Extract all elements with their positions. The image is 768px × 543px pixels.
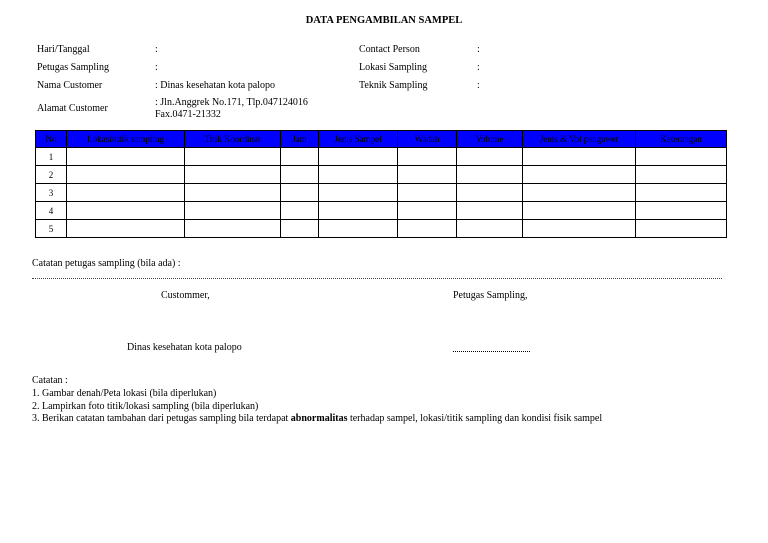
row-number: 4 (36, 202, 67, 220)
table-row (36, 166, 727, 184)
table-cell[interactable] (457, 166, 523, 184)
table-row (36, 184, 727, 202)
table-cell[interactable] (457, 184, 523, 202)
field-label-sampling-location: Lokasi Sampling (359, 62, 428, 73)
field-label-date: Hari/Tanggal (37, 44, 90, 55)
table-cell[interactable] (185, 184, 281, 202)
table-cell[interactable] (67, 220, 185, 238)
footnote-item: 2. Lampirkan foto titik/lokasi sampling (bila diperlukan) (32, 401, 259, 412)
table-cell[interactable] (398, 148, 457, 166)
footnote-item: 1. Gambar denah/Peta lokasi (bila diperlukan) (32, 388, 217, 399)
table-cell[interactable] (636, 220, 727, 238)
table-cell[interactable] (457, 220, 523, 238)
table-cell[interactable] (185, 166, 281, 184)
table-cell[interactable] (185, 220, 281, 238)
officer-signature-label: Petugas Sampling, (453, 290, 528, 301)
column-header-no: No (36, 131, 67, 148)
table-header-row (36, 131, 727, 148)
row-number: 2 (36, 166, 67, 184)
table-cell[interactable] (457, 148, 523, 166)
field-value-contact-person: : (477, 44, 480, 55)
table-cell[interactable] (67, 166, 185, 184)
table-cell[interactable] (281, 202, 319, 220)
table-cell[interactable] (67, 202, 185, 220)
table-cell[interactable] (636, 166, 727, 184)
table-cell[interactable] (523, 148, 636, 166)
notes-dotted-line (32, 278, 722, 279)
table-cell[interactable] (67, 148, 185, 166)
table-cell[interactable] (523, 184, 636, 202)
table-cell[interactable] (281, 220, 319, 238)
field-value-customer-fax: Fax.0471-21332 (155, 109, 221, 120)
table-cell[interactable] (281, 166, 319, 184)
table-cell[interactable] (523, 166, 636, 184)
field-label-customer-name: Nama Customer (37, 80, 103, 91)
officer-signature-line (453, 351, 530, 352)
field-label-sampling-officer: Petugas Sampling (37, 62, 109, 73)
field-value-customer-name: : Dinas kesehatan kota palopo (155, 80, 275, 91)
table-cell[interactable] (319, 148, 398, 166)
table-cell[interactable] (636, 184, 727, 202)
field-value-sampling-location: : (477, 62, 480, 73)
field-value-date: : (155, 44, 158, 55)
table-cell[interactable] (319, 166, 398, 184)
footnotes-heading: Catatan : (32, 375, 68, 386)
sampling-table (35, 130, 727, 238)
table-cell[interactable] (185, 202, 281, 220)
document-title: DATA PENGAMBILAN SAMPEL (305, 15, 463, 26)
table-row (36, 220, 727, 238)
table-cell[interactable] (319, 202, 398, 220)
table-cell[interactable] (185, 148, 281, 166)
table-cell[interactable] (281, 148, 319, 166)
column-header-volume: Volume (457, 131, 523, 148)
table-cell[interactable] (398, 220, 457, 238)
column-header-location: Lokasi/titik sampling (67, 131, 185, 148)
table-cell[interactable] (636, 148, 727, 166)
footnote-item-3-text: 3. Berikan catatan tambahan dari petugas sampling bila terdapat (32, 413, 291, 424)
table-cell[interactable] (398, 202, 457, 220)
table-cell[interactable] (281, 184, 319, 202)
table-row (36, 148, 727, 166)
table-cell[interactable] (457, 202, 523, 220)
table-cell[interactable] (523, 202, 636, 220)
column-header-sample-type: Jenis Sampel (319, 131, 398, 148)
row-number: 3 (36, 184, 67, 202)
footnote-item-3-text-end: terhadap sampel, lokasi/titik sampling dan kondisi fisik sampel (347, 413, 603, 424)
table-cell[interactable] (67, 184, 185, 202)
table-cell[interactable] (636, 202, 727, 220)
field-value-sampling-officer: : (155, 62, 158, 73)
customer-signature-name: Dinas kesehatan kota palopo (127, 342, 242, 353)
row-number: 5 (36, 220, 67, 238)
field-value-customer-address: : Jln.Anggrek No.171, Tlp.047124016 (155, 97, 308, 108)
column-header-time: Jam (281, 131, 319, 148)
column-header-coordinates: Titik Koordinat (185, 131, 281, 148)
column-header-preservative: Jenis & Vol pengawet (523, 131, 636, 148)
customer-signature-label: Custommer, (161, 290, 210, 301)
field-label-sampling-technique: Teknik Sampling (359, 80, 428, 91)
column-header-container: Wadah (398, 131, 457, 148)
table-cell[interactable] (319, 220, 398, 238)
field-label-contact-person: Contact Person (359, 44, 420, 55)
field-label-customer-address: Alamat Customer (37, 103, 108, 114)
footnote-item-3 (32, 413, 602, 425)
officer-notes-label: Catatan petugas sampling (bila ada) : (32, 258, 181, 269)
footnote-item-3-bold: abnormalitas (290, 413, 348, 424)
table-row (36, 202, 727, 220)
table-cell[interactable] (319, 184, 398, 202)
column-header-remarks: Keterangan (636, 131, 727, 148)
row-number: 1 (36, 148, 67, 166)
table-cell[interactable] (398, 166, 457, 184)
table-cell[interactable] (523, 220, 636, 238)
field-value-sampling-technique: : (477, 80, 480, 91)
table-cell[interactable] (398, 184, 457, 202)
